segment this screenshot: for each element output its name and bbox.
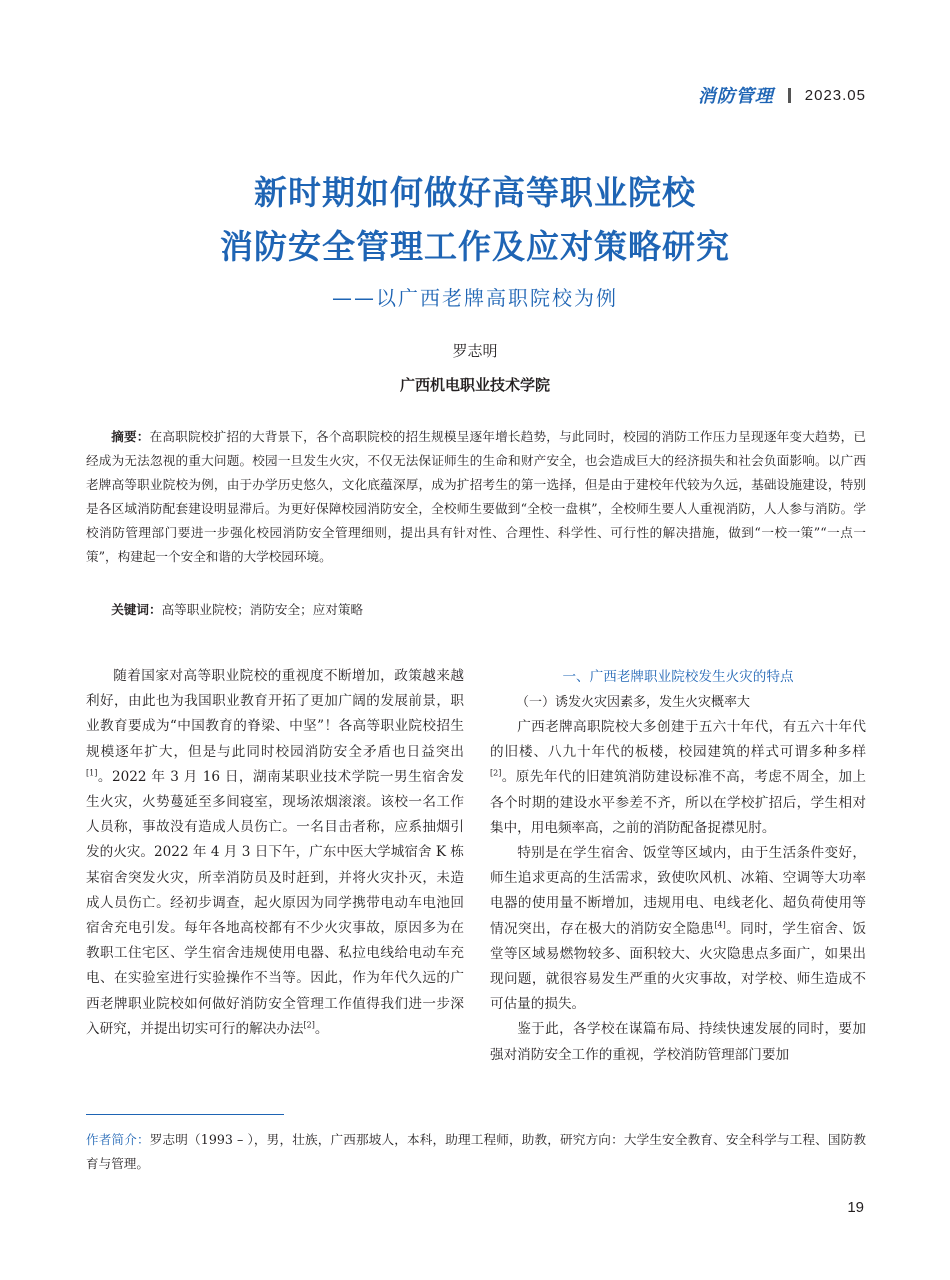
sub-heading: （一）诱发火灾因素多，发生火灾概率大 [516, 695, 751, 710]
author-footnote [86, 1128, 866, 1176]
paragraph-2-text-b: 。同时，学生宿舍、饭堂等区域易燃物较多、面积较大、火灾隐患点多面广，如果出现问题，就很容易发生严重的火灾事故，对学校、师生造成不可估量的损失。 [490, 920, 867, 1013]
citation-4: [4] [714, 920, 726, 930]
citation-2: [2] [303, 1020, 315, 1030]
intro-text-a: 随着国家对高等职业院校的重视度不断增加，政策越来越利好，由此也为我国职业教育开拓了更加广阔的发展前景，职业教育要成为“中国教育的脊梁、中坚”！各高等职业院校招生规模逐年扩大，但是与此同时校园消防安全矛盾也日益突出 [86, 668, 464, 760]
paragraph-1 [490, 715, 866, 841]
section-heading: 一、广西老牌职业院校发生火灾的特点 [562, 669, 794, 685]
right-column [490, 664, 866, 1068]
title-line-2: 消防安全管理工作及应对策略研究 [220, 227, 730, 266]
paragraph-1-text-a: 广西老牌高职院校大多创建于五六十年代，有五六十年代的旧楼、八九十年代的板楼，校园建筑的样式可谓多种多样 [490, 719, 866, 761]
keywords-text: 高等职业院校；消防安全；应对策略 [161, 602, 364, 617]
abstract-text: 在高职院校扩招的大背景下，各个高职院校的招生规模呈逐年增长趋势，与此同时，校园的消防工作压力呈现逐年变大趋势，已经成为无法忽视的重大问题。校园一旦发生火灾，不仅无法保证师生的生命和财产安全，也会造成巨大的经济损失和社会负面影响。以广西老牌高等职业院校为例，由于办学历史悠久，文化底蕴深厚，成为扩招考生的第一选择，但是由于建校年代较为久远，基础设施建设，特别是各区域消防配套建设明显滞后。为更好保障校园消防安全，全校师生要做到“全校一盘棋”，全校师生要人人重视消防，人人参与消防。学校消防管理部门要进一步强化校园消防安全管理细则，提出具有针对性、合理性、科学性、可行性的解决措施，做到“一校一策”“一点一策”，构建起一个安全和谐的大学校园环境。 [86, 429, 866, 564]
issue-number: 2023.05 [804, 86, 866, 104]
intro-text-b: 。2022 年 3 月 16 日，湖南某职业技术学院一男生宿舍发生火灾，火势蔓延至多间寝室，现场浓烟滚滚。该校一名工作人员称，事故没有造成人员伤亡。一名目击者称，应系抽烟引发的火灾。2022 年 4 月 3 日下午，广东中医大学城宿舍 K 栋某宿舍突发火灾，所幸消防员及时赶到，并将火灾扑灭，未造成人员伤亡。经初步调查，起火原因为同学携带电动车电池回宿舍充电引发。每年各地高校都有不少火灾事故，原因多为在教职工住宅区、学生宿舍违规使用电器、私拉电线给电动车充电、在实验室进行实验操作不当等。因此，作为年代久远的广西老牌职业院校如何做好消防安全管理工作值得我们进一步深入研究，并提出切实可行的解决办法 [86, 768, 464, 1037]
keywords-label: 关键词： [111, 602, 162, 617]
intro-text-c: 。 [314, 1020, 329, 1037]
left-column [86, 664, 464, 1042]
intro-paragraph [86, 664, 464, 1042]
abstract-label: 摘要： [111, 429, 150, 444]
title-line-1: 新时期如何做好高等职业院校 [254, 173, 696, 212]
paragraph-1-text-b: 。原先年代的旧建筑消防建设标准不高，考虑不周全，加上各个时期的建设水平参差不齐，所以在学校扩招后，学生相对集中，用电频率高，之前的消防配备捉襟见肘。 [490, 769, 866, 836]
keywords [86, 598, 866, 622]
author-name: 罗志明 [452, 342, 498, 360]
footnote-rule [86, 1114, 284, 1115]
paragraph-2-text-a: 特别是在学生宿舍、饭堂等区域内，由于生活条件变好，师生追求更高的生活需求，致使吹风机、冰箱、空调等大功率电器的使用量不断增加，违规用电、电线老化、超负荷使用等情况突出，存在极大的消防安全隐患 [490, 845, 866, 937]
footnote-text: 罗志明（1993 – ），男，壮族，广西那坡人，本科，助理工程师，助教，研究方向：大学生安全教育、安全科学与工程、国防教育与管理。 [86, 1132, 866, 1171]
footnote-label: 作者简介： [86, 1132, 150, 1147]
paragraph-3: 鉴于此，各学校在谋篇布局、持续快速发展的同时，要加强对消防安全工作的重视，学校消防管理部门要加 [490, 1021, 866, 1063]
journal-name: 消防管理 [697, 86, 774, 107]
citation-2-right: [2] [490, 768, 502, 778]
citation-1: [1] [86, 768, 98, 778]
abstract [86, 425, 866, 569]
paragraph-2 [490, 841, 866, 1017]
page-number: 19 [847, 1199, 864, 1216]
author-affiliation: 广西机电职业技术学院 [399, 376, 550, 394]
subtitle: ——以广西老牌高职院校为例 [332, 286, 618, 310]
running-header [698, 82, 866, 108]
header-separator [788, 88, 791, 103]
title-block [0, 166, 950, 318]
